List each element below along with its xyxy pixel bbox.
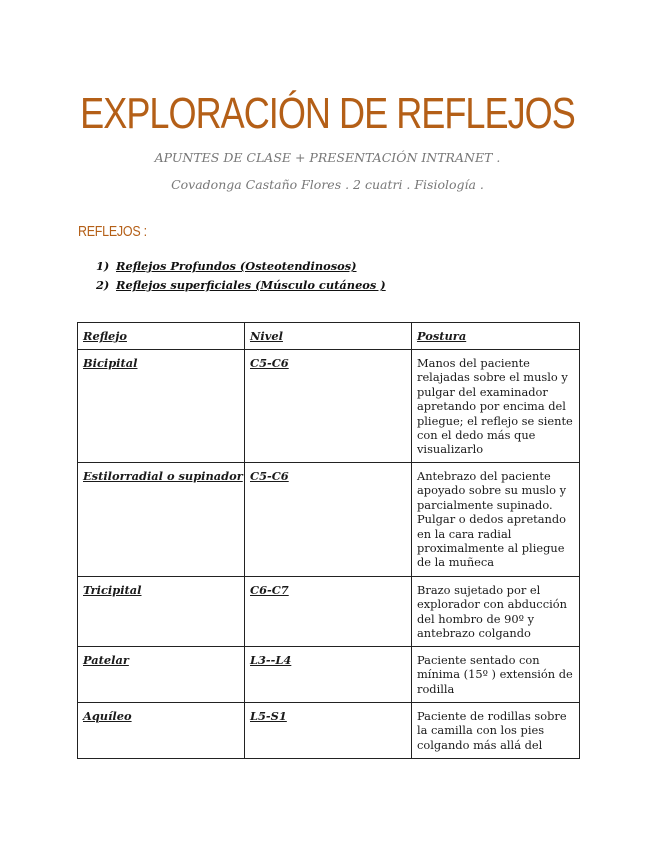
reflex-posture: Brazo sujetado por el explorador con abducción del hombro de 90º y antebrazo colgando: [412, 577, 580, 647]
reflex-name: Estilorradial o supinador: [78, 463, 245, 577]
subtitle-line-1: APUNTES DE CLASE + PRESENTACIÓN INTRANET .: [154, 150, 501, 165]
reflex-name: Patelar: [78, 647, 245, 703]
reflex-name: Tricipital: [78, 577, 245, 647]
list-item-number: 2): [96, 278, 110, 292]
reflex-level: C5-C6: [245, 350, 412, 463]
reflex-table: [77, 322, 580, 759]
list-item: [96, 276, 386, 295]
table-row: [78, 350, 580, 463]
list-item: [96, 257, 386, 276]
reflex-name: Aquíleo: [78, 703, 245, 759]
subtitle-line-2: Covadonga Castaño Flores . 2 cuatri . Fisiología .: [171, 177, 484, 192]
reflex-level: L5-S1: [245, 703, 412, 759]
reflex-posture: Paciente de rodillas sobre la camilla con los pies colgando más allá del: [412, 703, 580, 759]
header-nivel: Nivel: [245, 323, 412, 350]
header-reflejo: Reflejo: [78, 323, 245, 350]
reflex-posture: Manos del paciente relajadas sobre el muslo y pulgar del examinador apretando por encima del pliegue; el reflejo se siente con el dedo más que visualizarlo: [412, 350, 580, 463]
list-item-number: 1): [96, 259, 110, 273]
table-header-row: [78, 323, 580, 350]
header-postura: Postura: [412, 323, 580, 350]
section-heading: REFLEJOS :: [78, 224, 147, 240]
reflex-level: L3--L4: [245, 647, 412, 703]
table-row: [78, 577, 580, 647]
list-item-text: Reflejos Profundos (Osteotendinosos): [116, 259, 357, 273]
reflex-posture: Antebrazo del paciente apoyado sobre su muslo y parcialmente supinado. Pulgar o dedos apretando en la cara radial proximalmente al pliegue de la muñeca: [412, 463, 580, 577]
reflex-name: Bicipital: [78, 350, 245, 463]
reflex-posture: Paciente sentado con mínima (15º ) extensión de rodilla: [412, 647, 580, 703]
reflex-type-list: [96, 257, 386, 295]
reflex-level: C6-C7: [245, 577, 412, 647]
document-title: EXPLORACIÓN DE REFLEJOS: [80, 89, 575, 138]
table-row: [78, 647, 580, 703]
reflex-level: C5-C6: [245, 463, 412, 577]
table-row: [78, 463, 580, 577]
table-row: [78, 703, 580, 759]
list-item-text: Reflejos superficiales (Músculo cutáneos ): [116, 278, 386, 292]
